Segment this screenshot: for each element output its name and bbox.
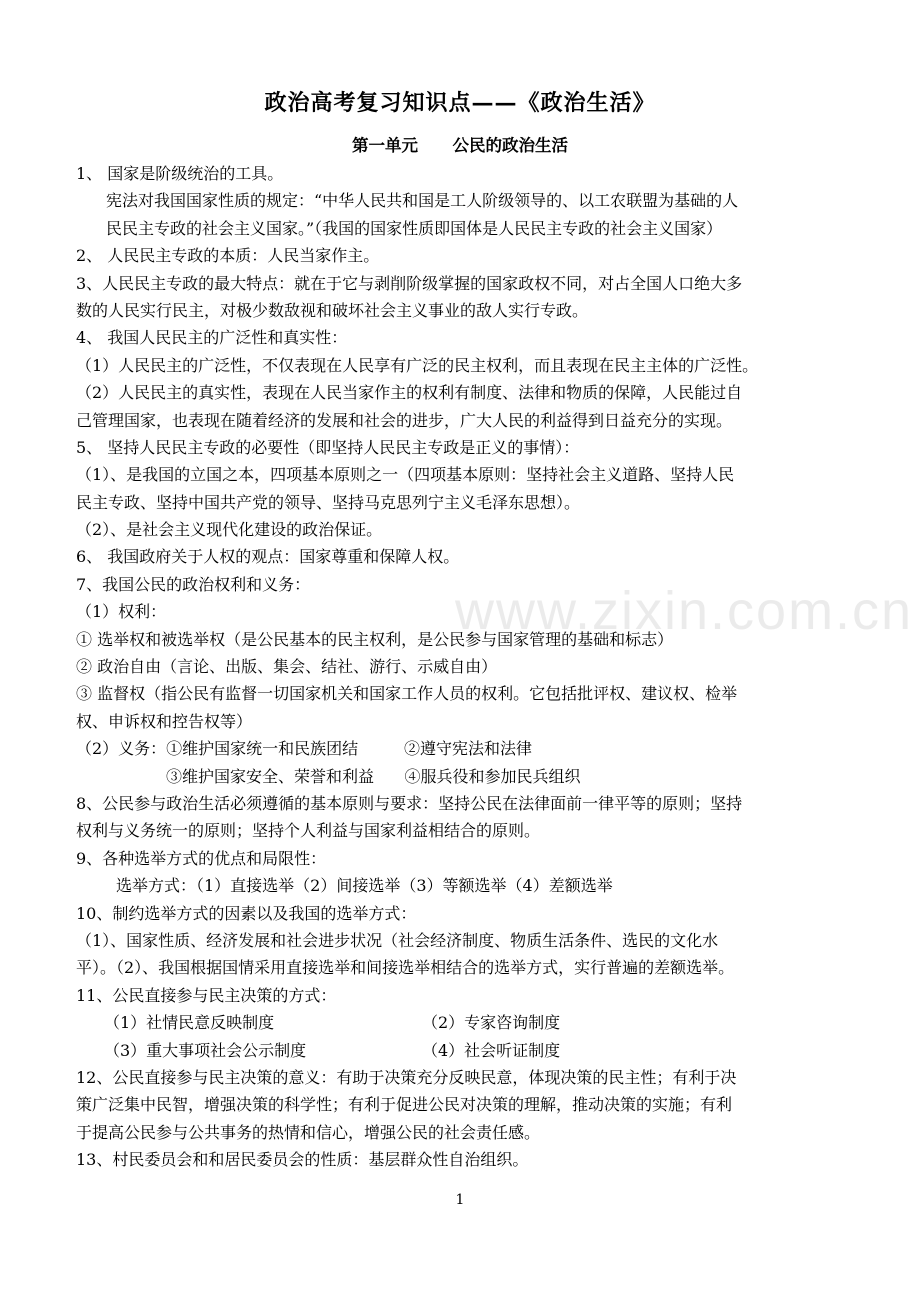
text-line: 民民主专政的社会主义国家。”（我国的国家性质即国体是人民民主专政的社会主义国家）	[106, 218, 723, 238]
watermark: www.zixin.com.cn	[455, 581, 914, 641]
text-line: （2）人民民主的真实性，表现在人民当家作主的权利有制度、法律和物质的保障，人民能过自	[76, 383, 743, 403]
text-line: 数的人民实行民主，对极少数敌视和破坏社会主义事业的敌人实行专政。	[76, 300, 589, 320]
text-line: 宪法对我国国家性质的规定：“中华人民共和国是工人阶级领导的、以工农联盟为基础的人	[106, 191, 739, 211]
text-line: ③ 监督权（指公民有监督一切国家机关和国家工作人员的权利。它包括批评权、建议权、检举	[76, 684, 738, 704]
text-line: 平）。（2）、我国根据国情采用直接选举和间接选举相结合的选举方式，实行普遍的差额选举。	[76, 958, 735, 978]
text-line: （1）权利：	[76, 602, 167, 622]
text-line: 12、公民直接参与民主决策的意义：有助于决策充分反映民意，体现决策的民主性；有利于决	[76, 1067, 737, 1087]
text-line: 3、人民民主专政的最大特点：就在于它与剥削阶级掌握的国家政权不同，对占全国人口绝大多	[76, 273, 743, 293]
page-number: 1	[455, 1192, 465, 1208]
text-line: （1）、国家性质、经济发展和社会进步状况（社会经济制度、物质生活条件、选民的文化水	[76, 930, 719, 950]
text-line: 13、村民委员会和和居民委员会的性质：基层群众性自治组织。	[76, 1150, 529, 1170]
text-line: （2）、是社会主义现代化建设的政治保证。	[76, 520, 383, 540]
text-line: （1）、是我国的立国之本，四项基本原则之一（四项基本原则：坚持社会主义道路、坚持人民	[76, 465, 735, 485]
option-item: （3）重大事项社会公示制度	[104, 1040, 307, 1060]
text-line: 11、公民直接参与民主决策的方式：	[76, 985, 337, 1005]
text-line: （1）人民民主的广泛性，不仅表现在人民享有广泛的民主权利，而且表现在民主主体的广泛性。	[76, 355, 759, 375]
text-line: 己管理国家，也表现在随着经济的发展和社会的进步，广大人民的利益得到日益充分的实现。	[76, 410, 733, 430]
text-line: 于提高公民参与公共事务的热情和信心，增强公民的社会责任感。	[76, 1122, 541, 1142]
text-line: 1、 国家是阶级统治的工具。	[76, 164, 284, 183]
text-line: ③维护国家安全、荣誉和利益 ④服兵役和参加民兵组织	[166, 766, 581, 786]
text-line: 6、 我国政府关于人权的观点：国家尊重和保障人权。	[76, 547, 460, 567]
option-item: （4）社会听证制度	[422, 1040, 561, 1060]
unit-title: 第一单元 公民的政治生活	[352, 136, 568, 155]
text-line: 2、 人民民主专政的本质：人民当家作主。	[76, 246, 380, 266]
text-line: 5、 坚持人民民主专政的必要性（即坚持人民民主专政是正义的事情）：	[76, 437, 580, 457]
text-line: ① 选举权和被选举权（是公民基本的民主权利，是公民参与国家管理的基础和标志）	[76, 629, 674, 649]
text-line: 4、 我国人民民主的广泛性和真实性：	[76, 328, 348, 348]
text-line: 权利与义务统一的原则；坚持个人利益与国家利益相结合的原则。	[76, 821, 541, 841]
option-row	[76, 1009, 852, 1036]
text-line: 民主专政、坚持中国共产党的领导、坚持马克思列宁主义毛泽东思想）。	[76, 492, 581, 512]
text-line: 权、申诉权和控告权等）	[76, 711, 253, 731]
document-title: 政治高考复习知识点——《政治生活》	[264, 90, 656, 116]
text-line: （2）义务：①维护国家统一和民族团结 ②遵守宪法和法律	[76, 739, 532, 759]
text-line: 选举方式：（1）直接选举（2）间接选举（3）等额选举（4）差额选举	[116, 876, 613, 896]
option-row	[76, 1037, 852, 1064]
text-line: 10、制约选举方式的因素以及我国的选举方式：	[76, 903, 417, 923]
text-line: 8、公民参与政治生活必须遵循的基本原则与要求：坚持公民在法律面前一律平等的原则；坚持	[76, 793, 743, 813]
document-body	[76, 160, 914, 1173]
text-line: 9、各种选举方式的优点和局限性：	[76, 848, 327, 868]
text-line: 7、我国公民的政治权利和义务：	[76, 574, 311, 594]
option-item: （1）社情民意反映制度	[104, 1013, 275, 1033]
text-line: ② 政治自由（言论、出版、集会、结社、游行、示威自由）	[76, 657, 498, 677]
option-item: （2）专家咨询制度	[422, 1013, 561, 1033]
text-line: 策广泛集中民智，增强决策的科学性；有利于促进公民对决策的理解，推动决策的实施；有利	[76, 1095, 733, 1115]
